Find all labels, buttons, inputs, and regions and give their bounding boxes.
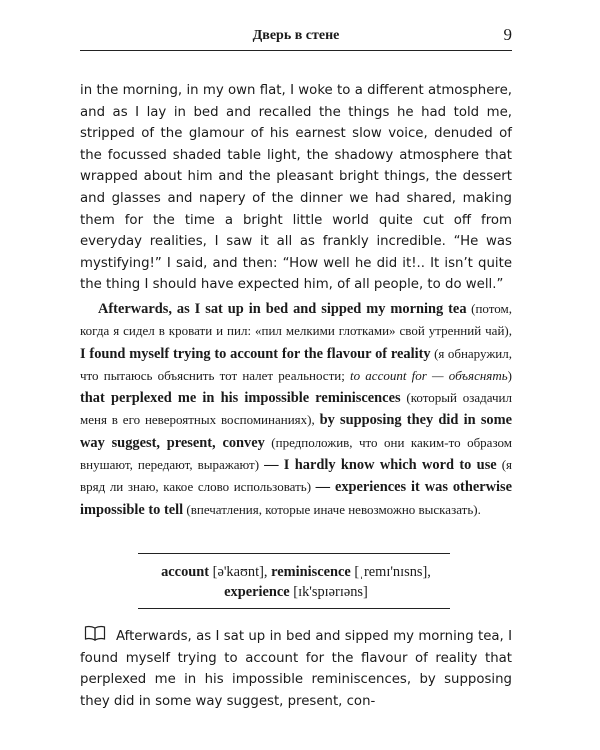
phrase-translation: (я вряд ли знаю, какое слово использовать): [80, 457, 513, 495]
phrase-translation: (потом, когда я сидел в кровати и пил: «пил мелкими глотками» свой утренний чай),: [80, 301, 512, 339]
phrase-translation: (который озадачил меня в его невероятных воспоминаниях),: [80, 390, 512, 428]
phrase-translation: (я обнаружил, что пытаюсь объяснить тот налет реальности;: [80, 345, 513, 383]
phrase-english: Afterwards, as I sat up in bed and sipped my morning tea: [98, 301, 467, 317]
chapter-title: Дверь в стене: [252, 28, 340, 43]
phrase-english: by supposing they did in some way suggest, present, convey: [80, 412, 512, 451]
annotated-paragraph: [80, 298, 512, 521]
phrase-english: that perplexed me in his impossible reminiscences: [80, 390, 401, 407]
vocab-transcription: [ɪk'spɪərɪəns]: [289, 584, 368, 600]
vocab-transcription: [ˌremɪ'nɪsns],: [350, 564, 431, 580]
page-number: 9: [503, 25, 512, 44]
vocab-divider-top: [138, 553, 450, 554]
phrase-note: to account for — объяснять: [350, 367, 508, 383]
vocab-word: experience: [224, 584, 290, 600]
vocabulary-box: [80, 562, 512, 602]
vocab-divider-bottom: [138, 608, 450, 609]
vocab-word: account: [161, 564, 210, 580]
header-divider: [80, 50, 512, 51]
phrase-translation: (впечатления, которые иначе невозможно высказать).: [183, 501, 481, 517]
phrase-translation: ): [507, 367, 512, 383]
running-header: [80, 25, 512, 50]
phrase-english: — experiences it was otherwise impossible to tell: [80, 479, 512, 518]
phrase-english: — I hardly know which word to use: [264, 457, 497, 474]
vocab-transcription: [ə'kaʊnt],: [209, 564, 272, 580]
plain-text-paragraph: Afterwards, as I sat up in bed and sipped my morning tea, I found myself trying to account for the flavour of reality that perplexed me in his impossible reminiscences, by supposing they did in some way suggest, present, con-: [80, 629, 512, 709]
phrase-translation: (предположив, что они каким-то образом внушают, передают, выражают): [80, 434, 512, 473]
vocab-word: reminiscence: [271, 564, 351, 580]
phrase-english: I found myself trying to account for the flavour of reality: [80, 345, 431, 362]
original-text-paragraph: in the morning, in my own flat, I woke to a different atmosphere, and as I lay in bed and recalled the things he had told me, stripped of the glamour of his earnest slow voice, denuded of the focussed shaded table light, the shadowy atmosphere that wrapped about him and the pleasant bright things, the dessert and glasses and napery of the dinner we had shared, making them for the time a bright little world quite cut off from everyday realities, I saw it all as frankly incredible. “He was mystifying!” I said, and then: “How well he did it!.. It isn’t quite the thing I should have expected him, of all people, to do well.”: [80, 83, 512, 293]
